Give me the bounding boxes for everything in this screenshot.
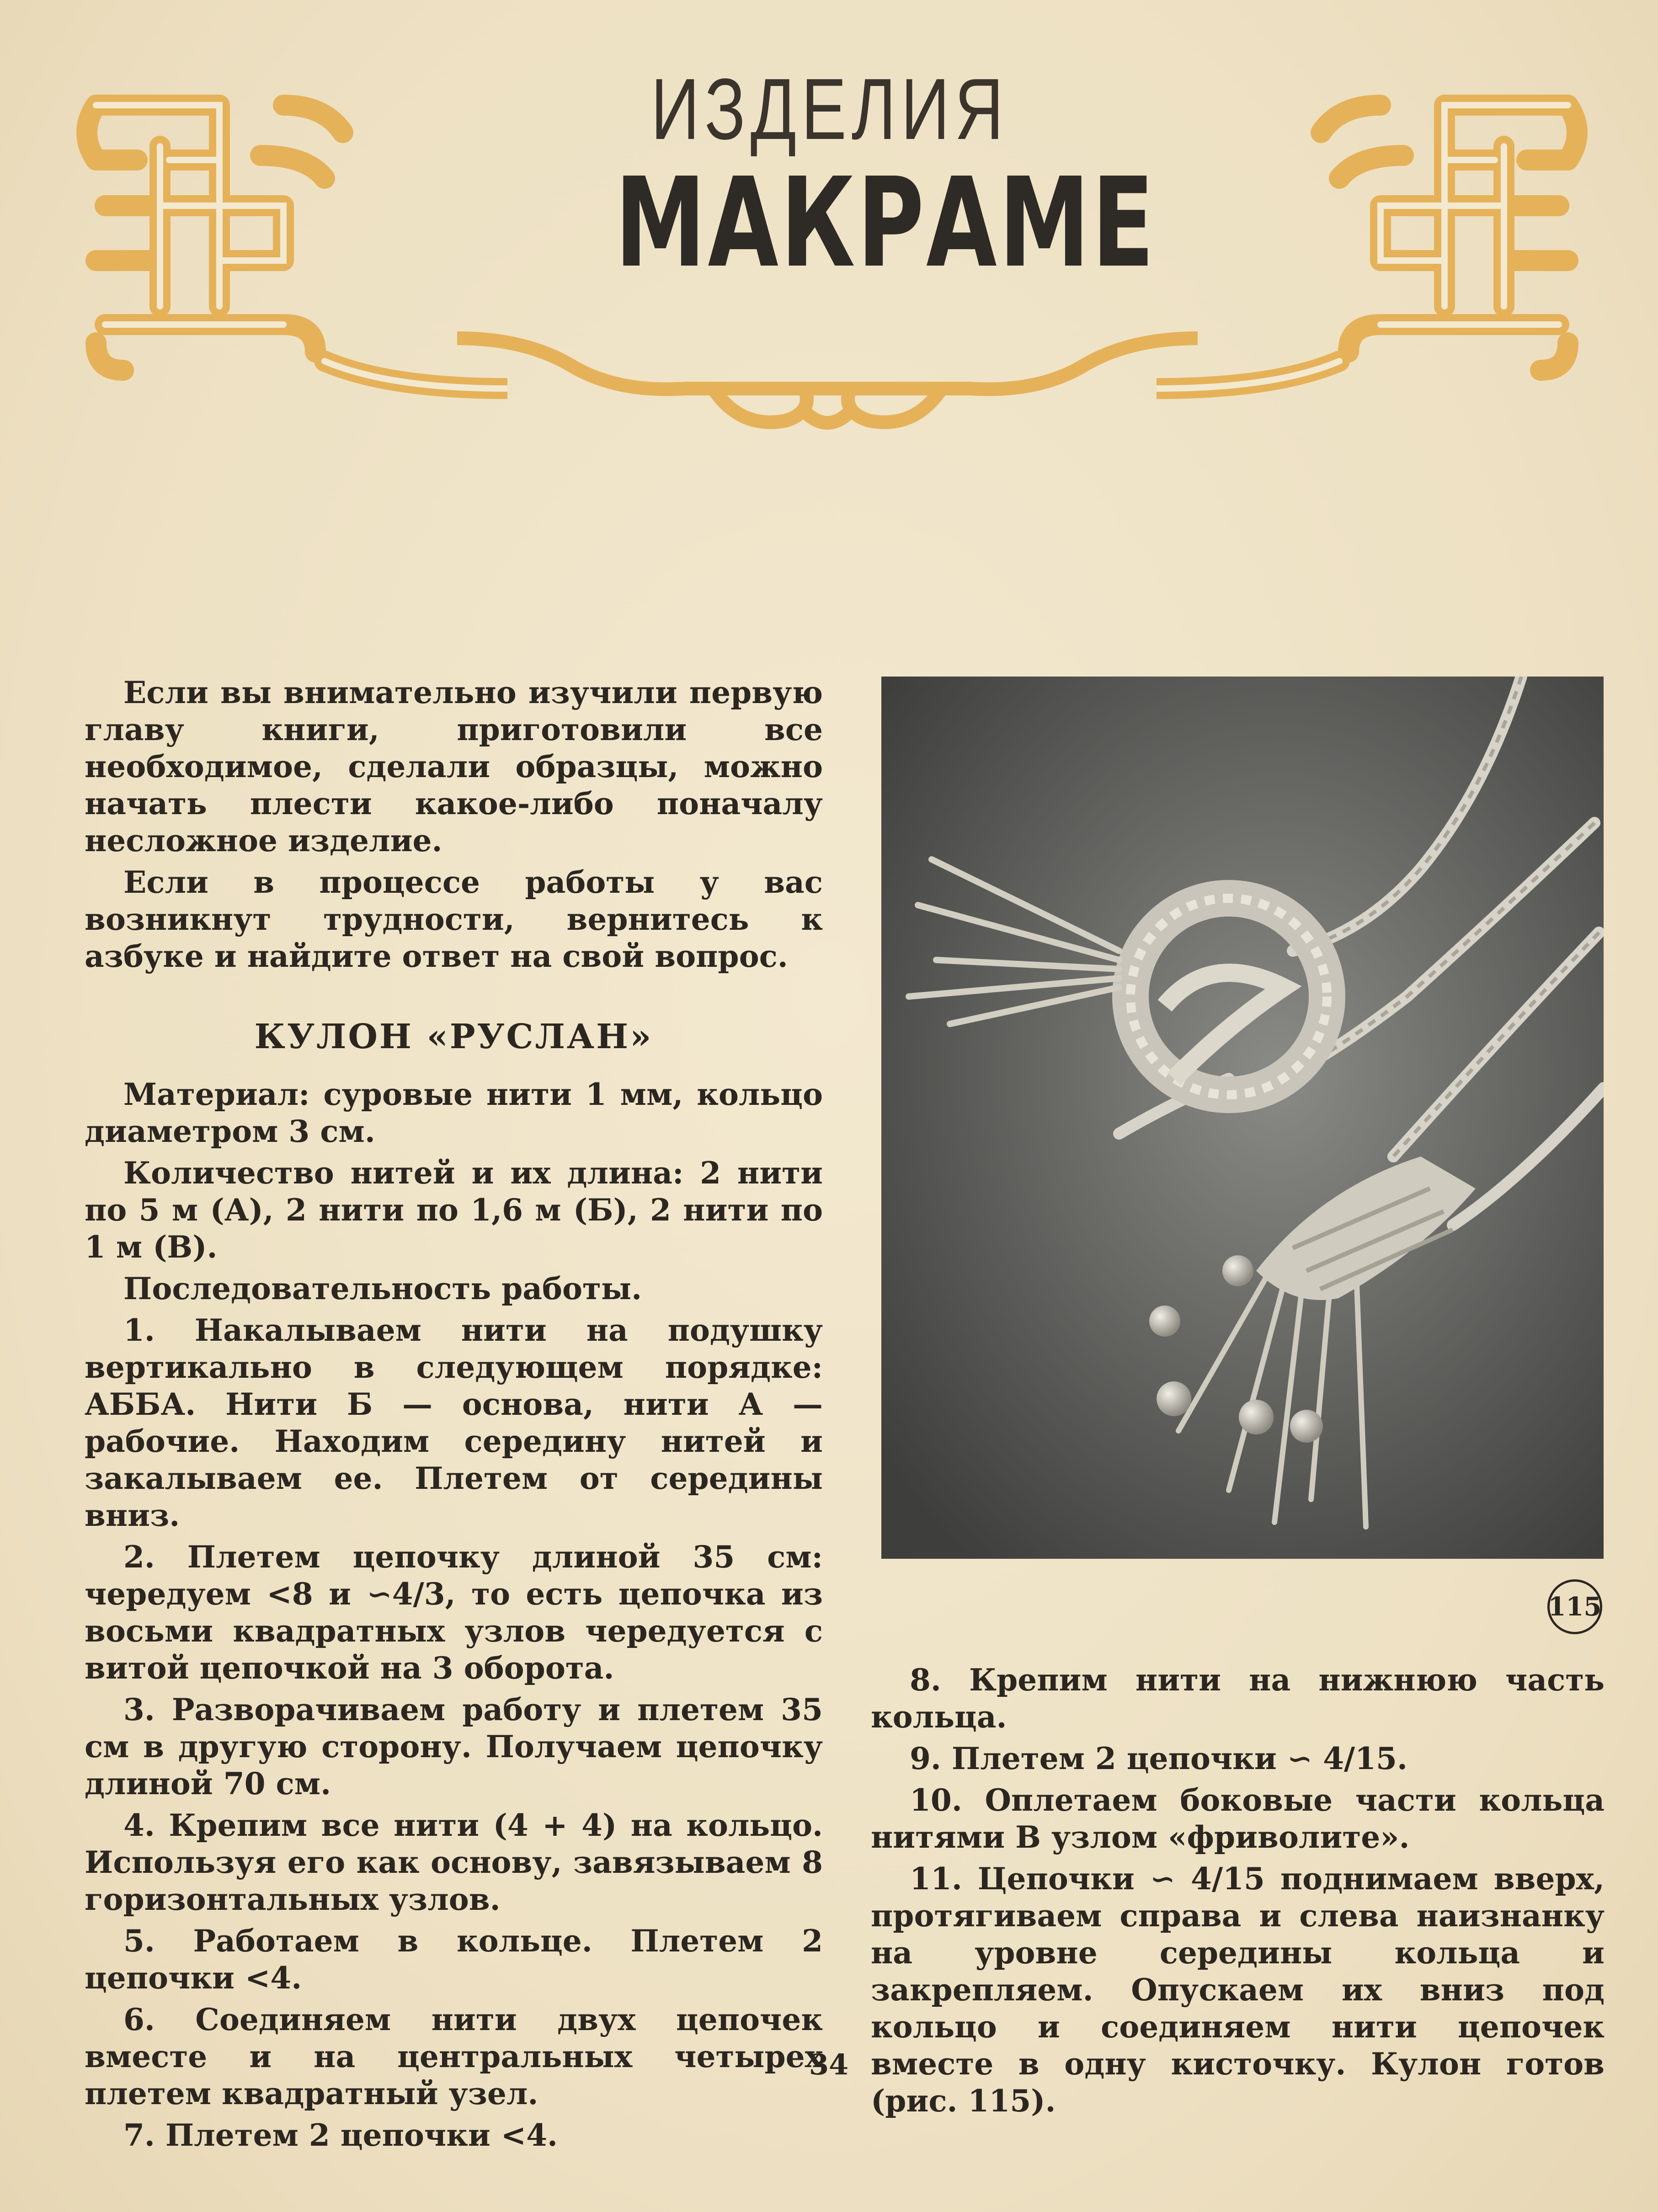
step-2: 2. Плетем цепочку длиной 35 см: чередуем <8 и ∽4/3, то есть цепочка из восьми квадратных узлов чередуется с витой цепочкой на 3 оборота. — [85, 1539, 823, 1686]
title-line-2: МАКРАМЕ — [615, 151, 1157, 295]
intro-paragraph-2: Если в процессе работы у вас возникнут трудности, вернитесь к азбуке и найдите ответ на свой вопрос. — [85, 864, 823, 974]
figure-number-badge: 115 — [1547, 1579, 1602, 1634]
step-5: 5. Работаем в кольце. Плетем 2 цепочки <4. — [85, 1923, 823, 1996]
sequence-heading: Последовательность работы. — [123, 1271, 642, 1306]
step-4: 4. Крепим все нити (4 + 4) на кольцо. Используя его как основу, завязываем 8 горизонтальных узлов. — [85, 1807, 823, 1917]
intro-paragraph-1: Если вы внимательно изучили первую главу книги, приготовили все необходимое, сделали образцы, можно начать плести какое-либо поначалу несложное изделие. — [85, 675, 823, 858]
celtic-ornament-right — [1157, 69, 1595, 425]
step-10: 10. Оплетаем боковые части кольца нитями В узлом «фриволите». — [871, 1782, 1605, 1855]
page-number: 34 — [809, 2048, 849, 2081]
step-1: 1. Накалываем нити на подушку вертикально в следующем порядке: АББА. Нити Б — основа, нити А — рабочие. Находим середину нитей и закалываем ее. Плетем от середины вниз. — [85, 1312, 823, 1533]
macrame-pendant-photo — [881, 677, 1604, 1559]
step-7: 7. Плетем 2 цепочки <4. — [123, 2117, 558, 2153]
step-8: 8. Крепим нити на нижнюю часть кольца. — [871, 1662, 1605, 1735]
section-title: КУЛОН «РУСЛАН» — [254, 1017, 653, 1056]
header — [0, 0, 1658, 457]
step-9: 9. Плетем 2 цепочки ∽ 4/15. — [910, 1741, 1407, 1776]
threads-text: Количество нитей и их длина: 2 нити по 5 м (А), 2 нити по 1,6 м (Б), 2 нити по 1 м (В). — [85, 1155, 823, 1265]
step-11: 11. Цепочки ∽ 4/15 поднимаем вверх, протягиваем справа и слева наизнанку на уровне середины кольца и закрепляем. Опускаем их вниз под кольцо и соединяем нити цепочек вместе в одну кисточку. Кулон готов (рис. 115). — [871, 1861, 1605, 2119]
material-text: Материал: суровые нити 1 мм, кольцо диаметром 3 см. — [85, 1077, 823, 1149]
left-column — [85, 674, 823, 2159]
step-3: 3. Разворачиваем работу и плетем 35 см в другую сторону. Получаем цепочку длиной 70 см. — [85, 1692, 823, 1802]
step-6: 6. Соединяем нити двух цепочек вместе и на центральных четырех плетем квадратный узел. — [85, 2002, 823, 2111]
celtic-ornament-left — [69, 69, 507, 425]
right-column — [871, 1662, 1605, 2124]
title-line-1: ИЗДЕЛИЯ — [650, 61, 1009, 158]
pendant-illustration — [881, 677, 1604, 1559]
scroll-band-ornament — [457, 297, 1198, 448]
